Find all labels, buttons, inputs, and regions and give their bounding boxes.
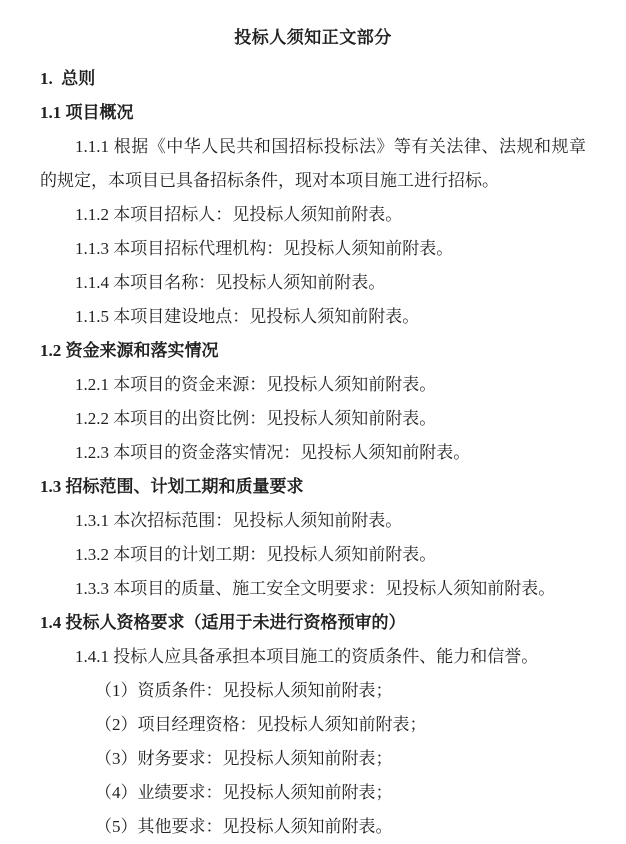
section-heading: 1.3 招标范围、计划工期和质量要求 [40, 477, 304, 496]
document-line: 1.3.3 本项目的质量、施工安全文明要求：见投标人须知前附表。 [75, 579, 556, 598]
section-heading: 1.1 项目概况 [40, 103, 134, 122]
document-line: （1）资质条件：见投标人须知前附表； [95, 681, 393, 700]
document-line: 1.4.1 投标人应具备承担本项目施工的资质条件、能力和信誉。 [75, 647, 539, 666]
document-title: 投标人须知正文部分 [234, 28, 392, 47]
section-heading: 1.4 投标人资格要求（适用于未进行资格预审的） [40, 613, 406, 632]
document-body [40, 62, 586, 844]
document-line: 1.3.2 本项目的计划工期：见投标人须知前附表。 [75, 545, 437, 564]
document-line: 1.2.2 本项目的出资比例：见投标人须知前附表。 [75, 409, 437, 428]
document-line: 1.3.1 本次招标范围：见投标人须知前附表。 [75, 511, 403, 530]
document-line: 1.1.5 本项目建设地点：见投标人须知前附表。 [75, 307, 420, 326]
document-line: （2）项目经理资格：见投标人须知前附表； [95, 715, 427, 734]
document-line: （3）财务要求：见投标人须知前附表； [95, 749, 393, 768]
document-line: 1.1.1 根据《中华人民共和国招标投标法》等有关法律、法规和规章的规定，本项目已具备招标条件，现对本项目施工进行招标。 [40, 137, 586, 190]
document-line: （5）其他要求：见投标人须知前附表。 [95, 817, 393, 836]
document-line: （4）业绩要求：见投标人须知前附表； [95, 783, 393, 802]
section-heading: 1. 总则 [40, 69, 96, 88]
document-line: 1.2.1 本项目的资金来源：见投标人须知前附表。 [75, 375, 437, 394]
document-line: 1.2.3 本项目的资金落实情况：见投标人须知前附表。 [75, 443, 471, 462]
section-heading: 1.2 资金来源和落实情况 [40, 341, 219, 360]
document-line: 1.1.4 本项目名称：见投标人须知前附表。 [75, 273, 386, 292]
document-line: 1.1.2 本项目招标人：见投标人须知前附表。 [75, 205, 403, 224]
document-line: 1.1.3 本项目招标代理机构：见投标人须知前附表。 [75, 239, 454, 258]
